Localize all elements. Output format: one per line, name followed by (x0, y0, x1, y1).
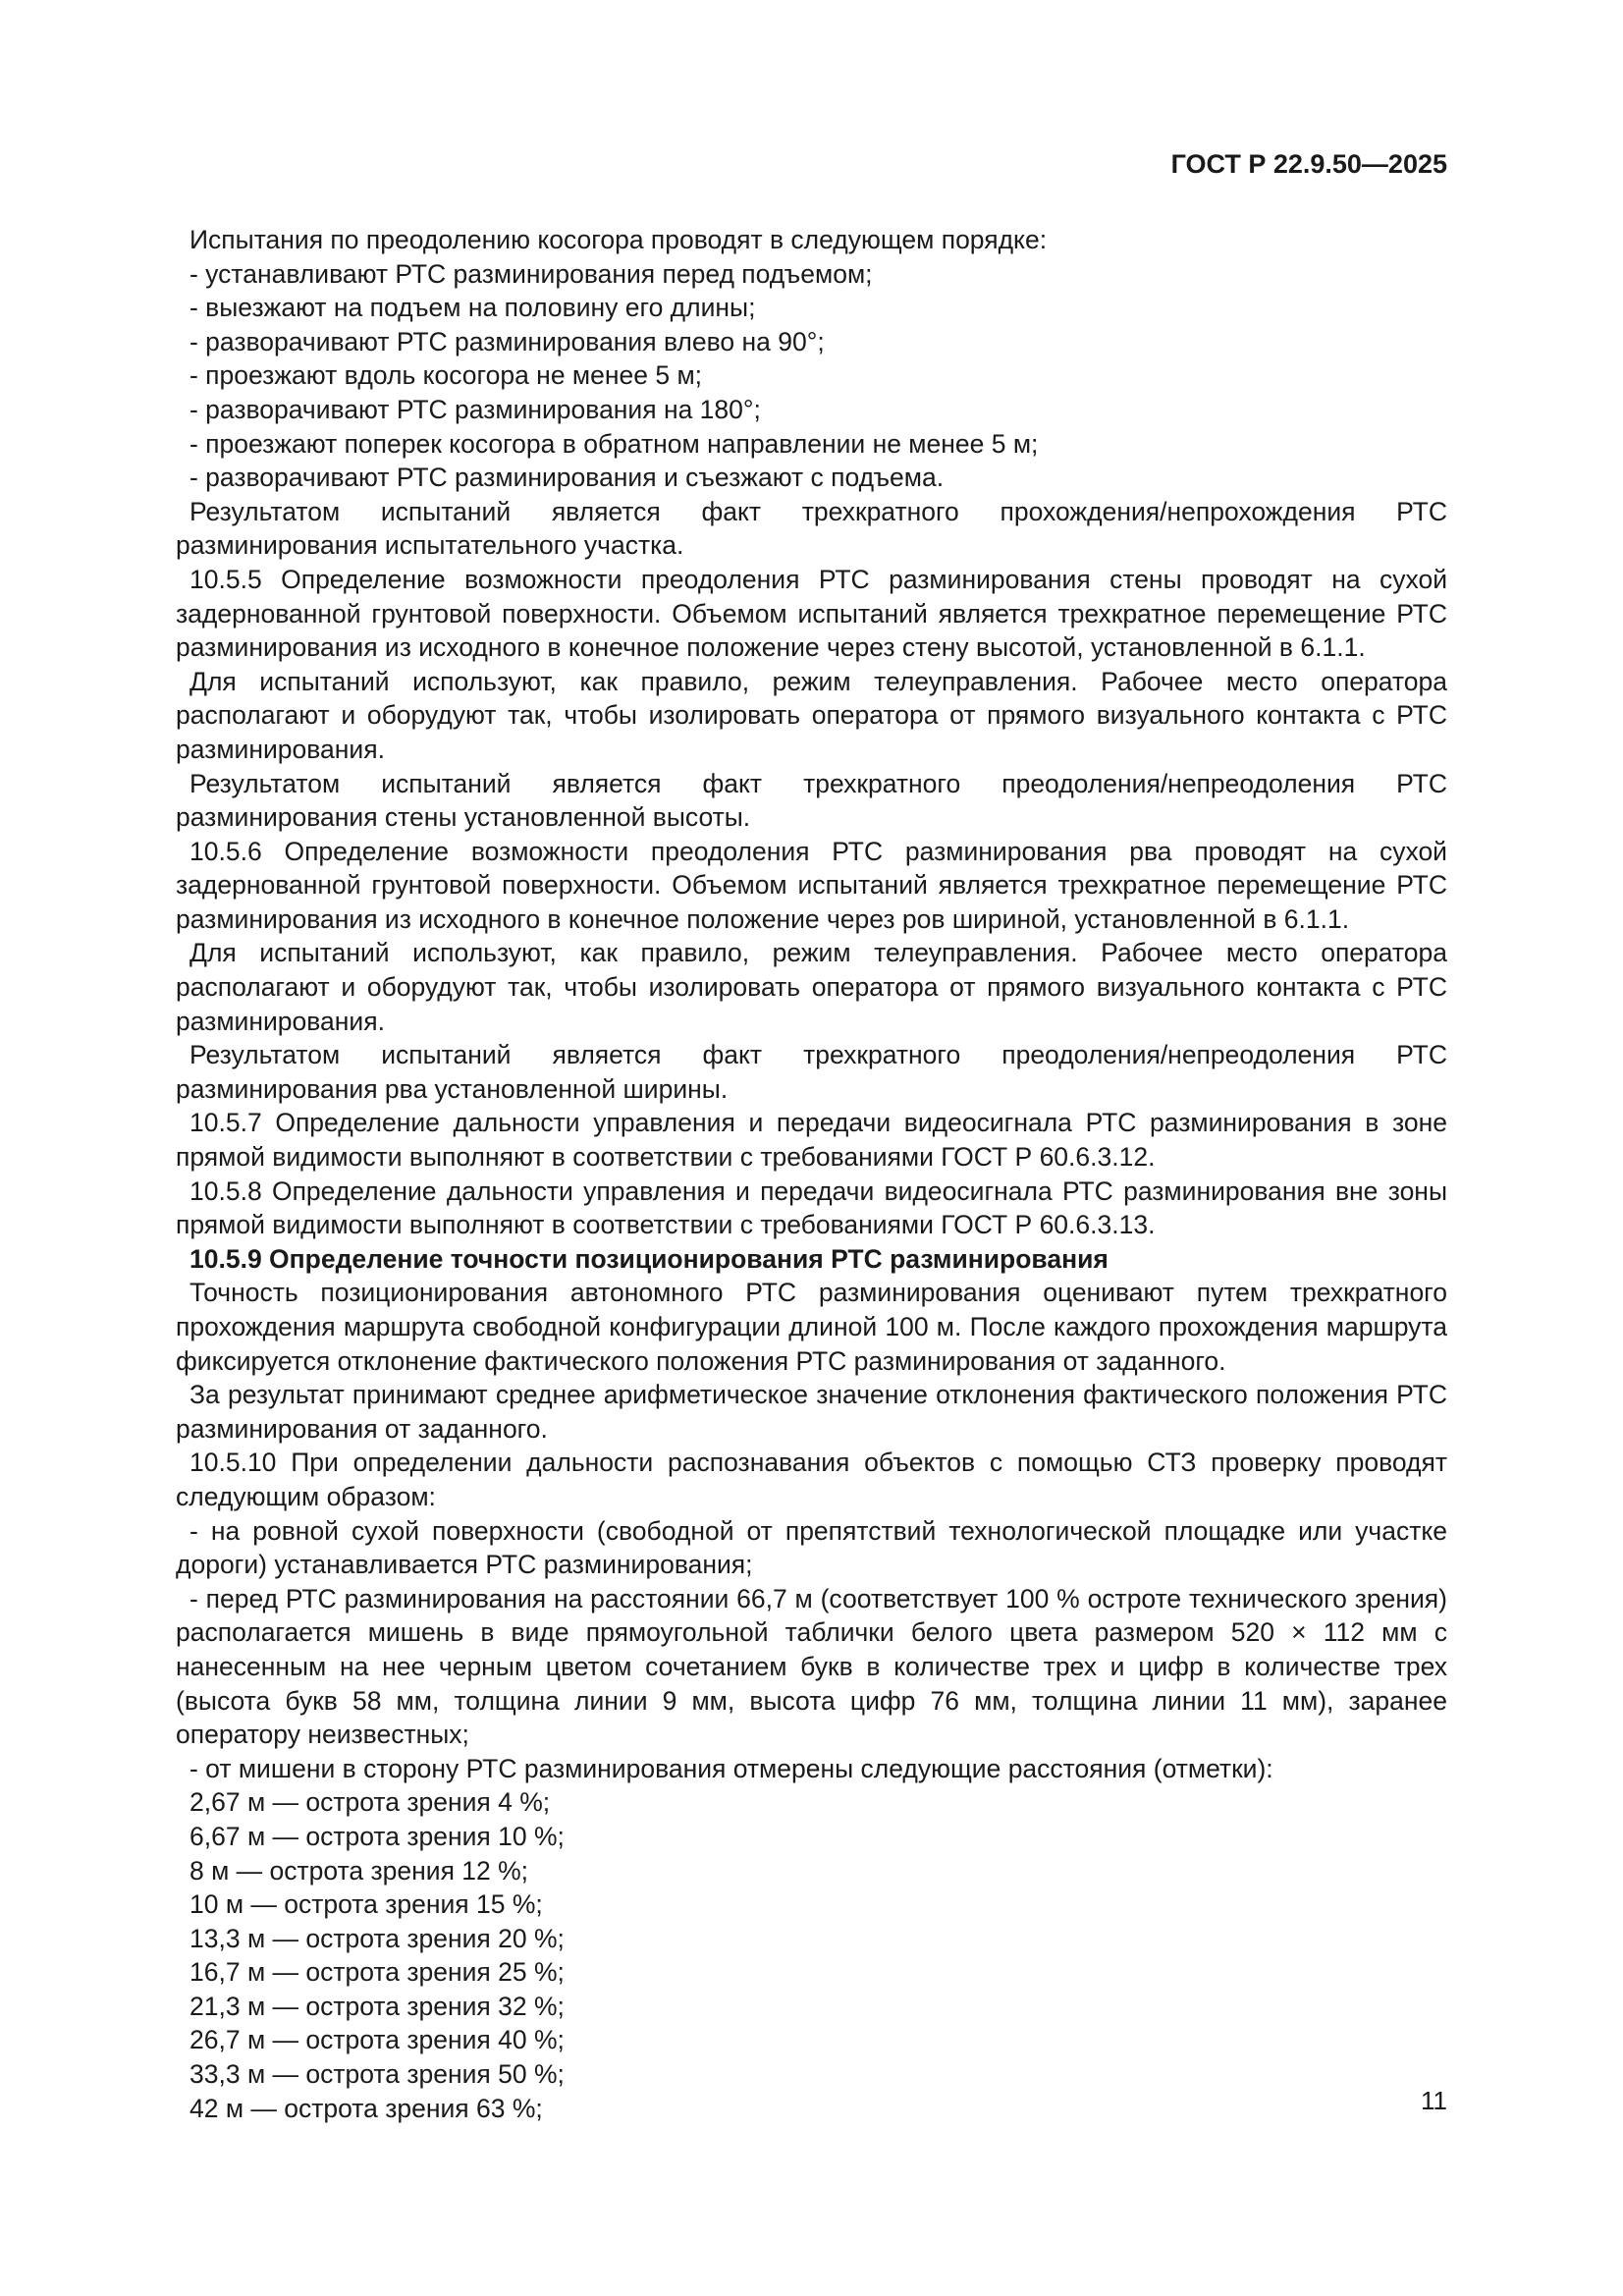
distance-item: 26,7 м — острота зрения 40 %; (189, 2025, 565, 2055)
paragraph: - выезжают на подъем на половину его длины; (189, 293, 756, 323)
distance-item: 6,67 м — острота зрения 10 %; (189, 1821, 565, 1851)
paragraph: 10.5.10 При определении дальности распознавания объектов с помощью СТЗ проверку проводят следующим образом: (176, 1448, 1447, 1511)
distance-item: 16,7 м — острота зрения 25 %; (189, 1957, 565, 1988)
paragraph: 10.5.5 Определение возможности преодоления РТС разминирования стены проводят на сухой задернованной грунтовой поверхности. Объемом испытаний является трехкратное перемещение РТС разминирования из исходного в конечное положение через стену высотой, установленной в 6.1.1. (176, 564, 1447, 663)
distance-item: 10 м — острота зрения 15 %; (189, 1889, 543, 1920)
paragraph: Испытания по преодолению косогора проводят в следующем порядке: (189, 225, 1048, 254)
distance-item: 33,3 м — острота зрения 50 %; (189, 2059, 565, 2090)
distance-item: 2,67 м — острота зрения 4 %; (189, 1787, 551, 1818)
distance-list (176, 1785, 1447, 2125)
paragraph: Результатом испытаний является факт трехкратного преодоления/непреодоления РТС разминирования стены установленной высоты. (176, 768, 1447, 833)
paragraph: - разворачивают РТС разминирования и съезжают с подъема. (189, 463, 945, 493)
paragraph: - устанавливают РТС разминирования перед подъемом; (189, 258, 873, 289)
paragraph-list (176, 223, 1447, 1785)
paragraph: 10.5.8 Определение дальности управления и передачи видеосигнала РТС разминирования вне зоны прямой видимости выполняют в соответствии с требованиями ГОСТ Р 60.6.3.13. (176, 1175, 1447, 1240)
paragraph: - на ровной сухой поверхности (свободной от препятствий технологической площадке или участке дороги) устанавливается РТС разминирования; (176, 1515, 1447, 1580)
paragraph: Точность позиционирования автономного РТС разминирования оценивают путем трехкратного прохождения маршрута свободной конфигурации длиной 100 м. После каждого прохождения маршрута фиксируется отклонение фактического положения РТС разминирования от заданного. (176, 1278, 1447, 1376)
section-heading: 10.5.9 Определение точности позиционирования РТС разминирования (189, 1243, 1109, 1274)
paragraph: Результатом испытаний является факт трехкратного прохождения/непрохождения РТС разминирования испытательного участка. (176, 496, 1447, 561)
paragraph: - разворачивают РТС разминирования влево на 90°; (189, 326, 825, 356)
paragraph: Для испытаний используют, как правило, режим телеуправления. Рабочее место оператора располагают и оборудуют так, чтобы изолировать оператора от прямого визуального контакта с РТС разминирования. (176, 666, 1447, 764)
paragraph: - разворачивают РТС разминирования на 180°; (189, 394, 761, 424)
paragraph: - проезжают вдоль косогора не менее 5 м; (189, 360, 703, 391)
paragraph: - проезжают поперек косогора в обратном направлении не менее 5 м; (189, 428, 1039, 459)
paragraph: - перед РТС разминирования на расстоянии 66,7 м (соответствует 100 % остроте технического зрения) располагается мишень в виде прямоугольной таблички белого цвета размером 520 × 112 мм с нанесенным на нее черным цветом сочетанием букв в количестве трех и цифр в количестве трех (высота букв 58 мм, толщина линии 9 мм, высота цифр 76 мм, толщина линии 11 мм), заранее оператору неизвестных; (176, 1583, 1447, 1750)
paragraph: Для испытаний используют, как правило, режим телеуправления. Рабочее место оператора располагают и оборудуют так, чтобы изолировать оператора от прямого визуального контакта с РТС разминирования. (176, 938, 1447, 1036)
distance-item: 13,3 м — острота зрения 20 %; (189, 1923, 565, 1953)
distance-item: 8 м — острота зрения 12 %; (189, 1855, 529, 1886)
paragraph: 10.5.6 Определение возможности преодоления РТС разминирования рва проводят на сухой задернованной грунтовой поверхности. Объемом испытаний является трехкратное перемещение РТС разминирования из исходного в конечное положение через ров шириной, установленной в 6.1.1. (176, 836, 1447, 934)
distance-item: 42 м — острота зрения 63 %; (189, 2093, 543, 2123)
document-body (176, 223, 1447, 2125)
paragraph: - от мишени в сторону РТС разминирования отмерены следующие расстояния (отметки): (189, 1753, 1273, 1783)
paragraph: 10.5.7 Определение дальности управления и передачи видеосигнала РТС разминирования в зоне прямой видимости выполняют в соответствии с требованиями ГОСТ Р 60.6.3.12. (176, 1108, 1447, 1173)
page-number: 11 (1421, 2086, 1447, 2115)
document-code: ГОСТ Р 22.9.50—2025 (1170, 149, 1447, 179)
paragraph: За результат принимают среднее арифметическое значение отклонения фактического положения РТС разминирования от заданного. (176, 1380, 1447, 1444)
distance-item: 21,3 м — острота зрения 32 %; (189, 1991, 565, 2021)
paragraph: Результатом испытаний является факт трехкратного преодоления/непреодоления РТС разминирования рва установленной ширины. (176, 1040, 1447, 1104)
